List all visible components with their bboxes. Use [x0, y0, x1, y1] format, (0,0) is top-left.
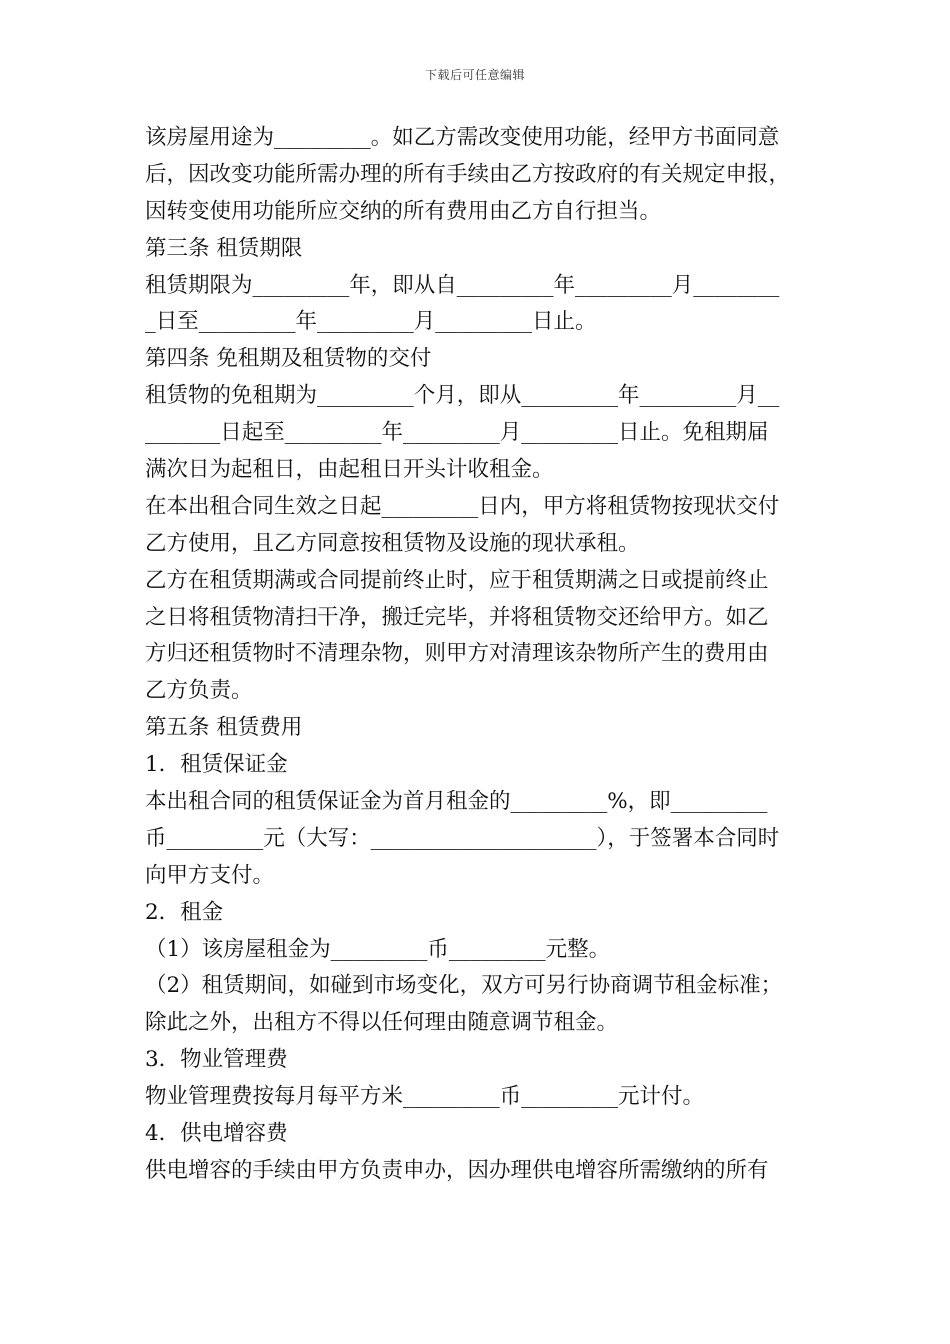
section-heading: 第四条 免租期及租赁物的交付 [145, 346, 432, 372]
paragraph-line: 之日将租赁物清扫干净，搬迁完毕，并将租赁物交还给甲方。如乙 [145, 604, 769, 630]
paragraph-line: 物业管理费按每月每平方米_________币_________元计付。 [145, 1084, 705, 1110]
paragraph-line: （1）该房屋租金为_________币_________元整。 [145, 936, 611, 962]
paragraph-line: 供电增容的手续由甲方负责申办，因办理供电增容所需缴纳的所有 [145, 1157, 769, 1183]
paragraph-line: _______日起至_________年_________月_________日止。免租期届 [145, 420, 769, 446]
paragraph-line: 在本出租合同生效之日起_________日内，甲方将租赁物按现状交付 [145, 493, 780, 519]
contract-body [145, 120, 810, 1190]
paragraph-line: 币_________元（大写：_____________________），于签署本合同时 [145, 825, 780, 851]
paragraph-line: 乙方负责。 [145, 678, 253, 704]
paragraph-line: 方归还租赁物时不清理杂物，则甲方对清理该杂物所产生的费用由 [145, 641, 769, 667]
paragraph-line: 因转变使用功能所应交纳的所有费用由乙方自行担当。 [145, 198, 662, 224]
paragraph-line: 本出租合同的租赁保证金为首月租金的_________%，即_________ [145, 789, 768, 815]
paragraph-line: （2）租赁期间，如碰到市场变化，双方可另行协商调节租金标准； [145, 973, 783, 999]
paragraph-line: 乙方使用，且乙方同意按租赁物及设施的现状承租。 [145, 530, 640, 556]
paragraph-line: _日至_________年_________月_________日止。 [145, 309, 597, 335]
paragraph-line: 满次日为起租日，由起租日开头计收租金。 [145, 457, 554, 483]
subsection-heading: 2．租金 [145, 899, 224, 925]
paragraph-line: 除此之外，出租方不得以任何理由随意调节租金。 [145, 1010, 619, 1036]
section-heading: 第三条 租赁期限 [145, 235, 303, 261]
paragraph-line: 乙方在租赁期满或合同提前终止时，应于租赁期满之日或提前终止 [145, 567, 769, 593]
subsection-heading: 4．供电增容费 [145, 1121, 288, 1147]
subsection-heading: 3．物业管理费 [145, 1047, 288, 1073]
paragraph-line: 后，因改变功能所需办理的所有手续由乙方按政府的有关规定申报， [145, 161, 791, 187]
paragraph-line: 租赁物的免租期为_________个月，即从_________年_________月__ [145, 383, 780, 409]
page-header: 下载后可任意编辑 [424, 68, 525, 82]
paragraph-line: 该房屋用途为_________。如乙方需改变使用功能，经甲方书面同意 [145, 125, 780, 150]
subsection-heading: 1．租赁保证金 [145, 752, 288, 778]
paragraph-line: 向甲方支付。 [145, 862, 275, 888]
section-heading: 第五条 租赁费用 [145, 715, 303, 741]
paragraph-line: 租赁期限为_________年，即从自_________年_________月________ [145, 272, 780, 298]
